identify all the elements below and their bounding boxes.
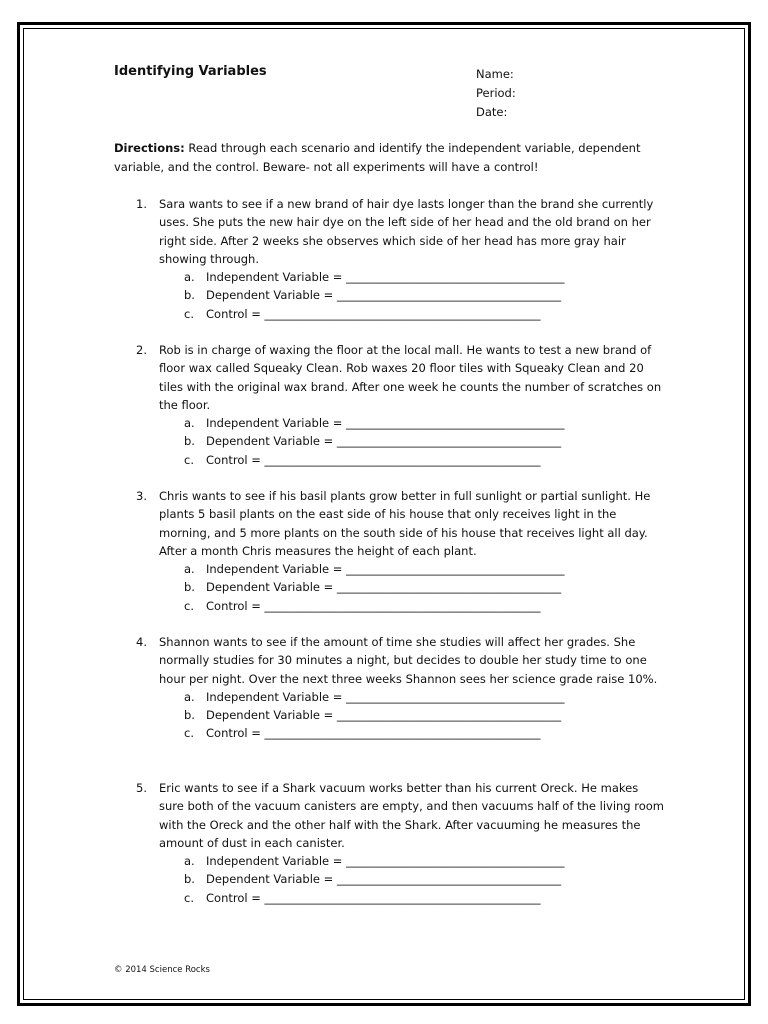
item-letter: b. [184,288,195,303]
item-letter: b. [184,434,195,449]
question-number: 5. [136,781,147,795]
item-letter: c. [184,598,194,613]
answer-line-dependent [184,578,666,596]
item-letter: a. [184,689,195,704]
answer-line-control [184,889,666,907]
answer-line-independent [184,688,666,706]
question-2 [136,341,666,469]
item-text: Control = ________________________________________________ [206,726,541,741]
item-letter: a. [184,854,195,869]
item-text: Control = ________________________________________________ [206,890,541,905]
item-text: Control = ________________________________________________ [206,452,541,467]
question-number: 2. [136,343,147,357]
answer-line-independent [184,852,666,870]
item-text: Control = ________________________________________________ [206,306,541,321]
item-text: Dependent Variable = _______________________________________ [206,288,562,303]
question-text: Eric wants to see if a Shark vacuum works better than his current Oreck. He makes sure both of the vacuum canisters are empty, and then vacuums half of the living room with the Oreck and the other half with the Shark. After vacuuming he measures the amount of dust in each canister. [159,781,665,850]
question-3 [136,487,666,615]
item-text: Dependent Variable = _______________________________________ [206,872,562,887]
answer-line-control [184,597,666,615]
directions-label: Directions: [114,141,185,155]
item-letter: c. [184,726,194,741]
item-letter: b. [184,580,195,595]
question-number: 3. [136,489,147,503]
answer-line-dependent [184,286,666,304]
item-letter: a. [184,270,195,285]
question-5 [136,779,666,907]
item-text: Independent Variable = ______________________________________ [206,270,565,285]
period-field-label: Period: [476,86,516,100]
date-field-label: Date: [476,105,508,119]
answer-line-independent [184,414,666,432]
item-text: Control = ________________________________________________ [206,598,541,613]
answer-line-dependent [184,432,666,450]
student-info-fields [476,65,516,122]
item-text: Dependent Variable = _______________________________________ [206,708,562,723]
answer-line-control [184,305,666,323]
worksheet-title: Identifying Variables [114,64,267,79]
copyright-footer: © 2014 Science Rocks [114,965,210,975]
item-letter: b. [184,708,195,723]
answer-line-control [184,724,666,742]
question-number: 1. [136,197,147,211]
directions-text: Read through each scenario and identify the independent variable, dependent variable, and the control. Beware- not all experiments will have a control! [114,141,641,174]
answer-line-dependent [184,706,666,724]
item-text: Independent Variable = ______________________________________ [206,562,565,577]
answer-line-independent [184,268,666,286]
item-text: Dependent Variable = _______________________________________ [206,434,562,449]
item-letter: a. [184,562,195,577]
item-text: Independent Variable = ______________________________________ [206,689,565,704]
item-letter: c. [184,306,194,321]
item-letter: c. [184,890,194,905]
item-text: Independent Variable = ______________________________________ [206,416,565,431]
answer-line-dependent [184,870,666,888]
question-text: Sara wants to see if a new brand of hair dye lasts longer than the brand she currently uses. She puts the new hair dye on the left side of her head and the old brand on her right side. After 2 weeks she observes which side of her head has more gray hair showing through. [159,197,654,266]
item-letter: a. [184,416,195,431]
answer-line-independent [184,560,666,578]
question-4 [136,633,666,743]
question-text: Rob is in charge of waxing the floor at the local mall. He wants to test a new brand of floor wax called Squeaky Clean. Rob waxes 20 floor tiles with Squeaky Clean and 20 tiles with the original wax brand. After one week he counts the number of scratches on the floor. [159,343,662,412]
question-1 [136,195,666,323]
item-text: Dependent Variable = _______________________________________ [206,580,562,595]
item-letter: c. [184,452,194,467]
answer-line-control [184,451,666,469]
question-text: Shannon wants to see if the amount of time she studies will affect her grades. She normally studies for 30 minutes a night, but decides to double her study time to one hour per night. Over the next three weeks Shannon sees her science grade raise 10%. [159,635,658,686]
question-number: 4. [136,635,147,649]
directions [114,139,654,177]
name-field-label: Name: [476,67,514,81]
question-text: Chris wants to see if his basil plants grow better in full sunlight or partial sunlight. He plants 5 basil plants on the east side of his house that only receives light in the morning, and 5 more plants on the south side of his house that receives light all day. After a month Chris measures the height of each plant. [159,489,651,558]
item-text: Independent Variable = ______________________________________ [206,854,565,869]
item-letter: b. [184,872,195,887]
